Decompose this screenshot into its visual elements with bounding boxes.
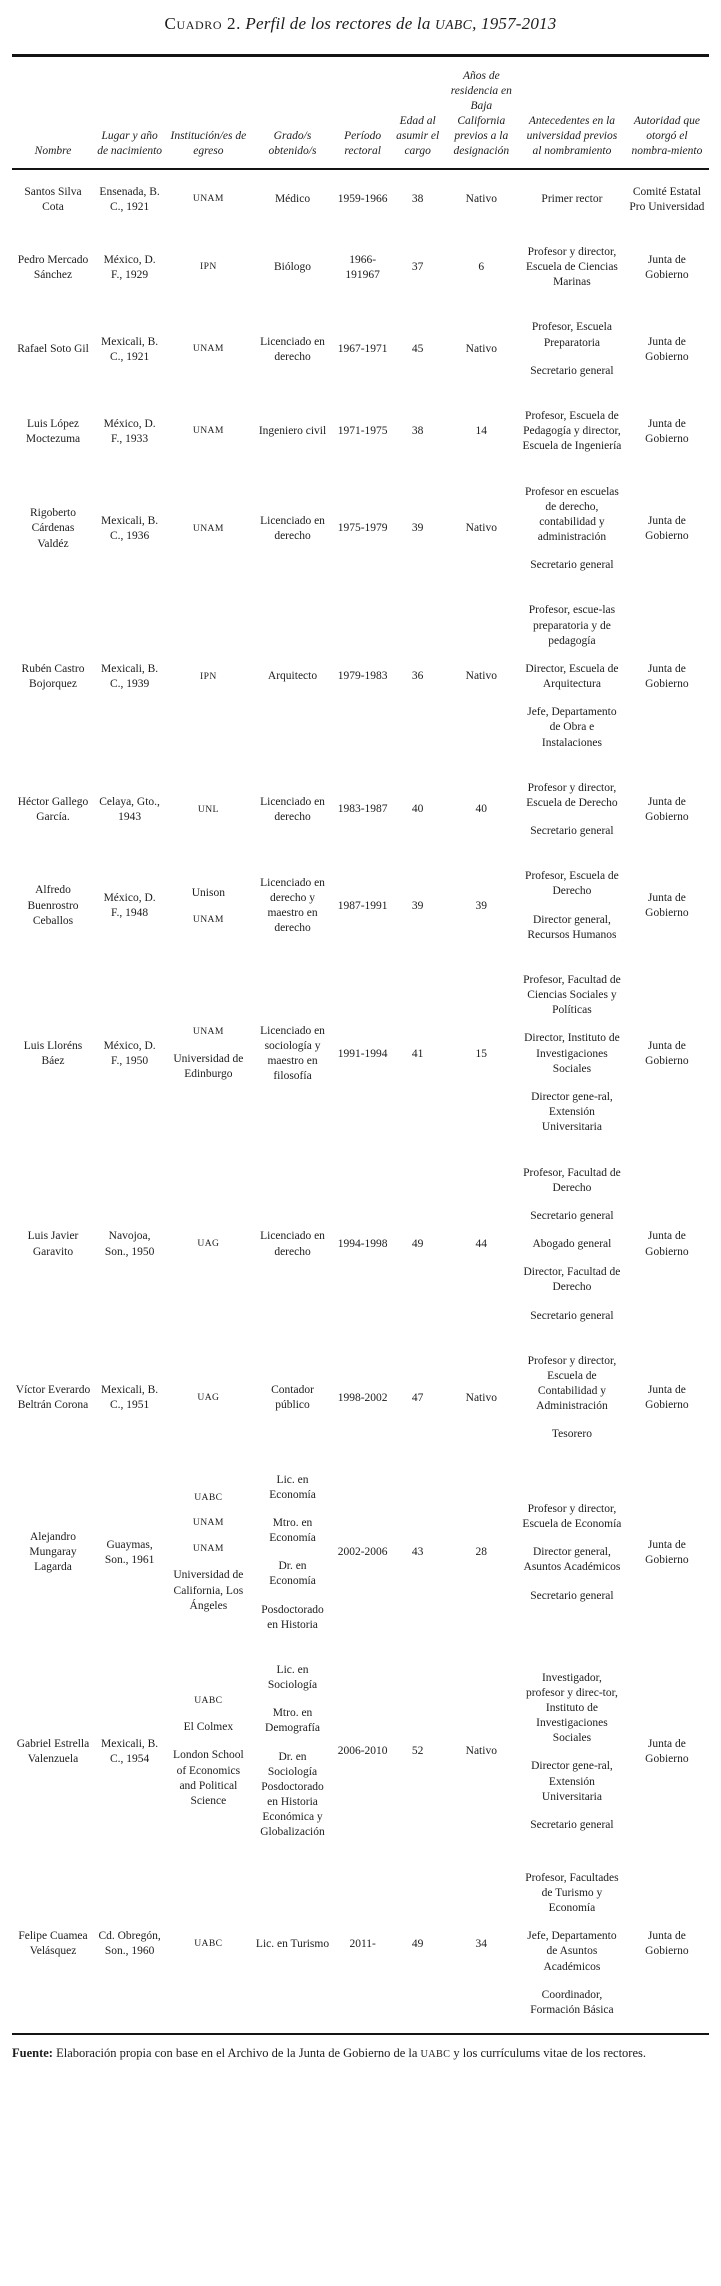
cell-residencia: Nativo [465, 193, 497, 206]
cell-item: Investigador, profesor y direc-tor, Instituto de Investigaciones Sociales [526, 1671, 618, 1745]
cell-antecedentes [519, 854, 625, 958]
table-row [12, 394, 709, 470]
cell-antecedentes [519, 305, 625, 394]
table-row [12, 854, 709, 958]
cell-item: IPN [200, 670, 217, 682]
cell-item: Jefe, Departamento de Obra e Instalaciones [527, 706, 617, 749]
cell-autoridad: Junta de Gobierno [645, 253, 689, 281]
cell-periodo: 1967-1971 [337, 343, 388, 356]
cell-grados [252, 766, 334, 855]
table-row [12, 766, 709, 855]
cell-nombre: Santos Silva Cota [24, 185, 82, 213]
cell-edad: 38 [411, 425, 424, 438]
table-row [12, 1458, 709, 1648]
cell-residencia: Nativo [465, 1745, 497, 1758]
source-text-1: Elaboración propia con base en el Archivo de la Junta de Gobierno de la [52, 2046, 421, 2061]
cell-periodo: 2011- [349, 1937, 376, 1950]
cell-lugar: Navojoa, Son., 1950 [104, 1230, 155, 1258]
cell-edad: 40 [411, 803, 424, 816]
cell-item: UAG [197, 1391, 220, 1403]
cell-edad: 39 [411, 522, 424, 535]
cell-item: Universidad de California, Los Ángeles [173, 1569, 244, 1612]
cell-instituciones [165, 1648, 251, 1856]
cell-antecedentes [519, 230, 625, 306]
source-text-2: y los currículums vitae de los rectores. [450, 2046, 647, 2061]
cell-antecedentes [519, 1648, 625, 1856]
cell-instituciones [165, 169, 251, 230]
cell-instituciones [165, 470, 251, 589]
cell-item: Profesor, Facultad de Derecho [523, 1166, 621, 1194]
cell-edad: 49 [411, 1238, 424, 1251]
cell-grados [252, 1458, 334, 1648]
cell-edad: 45 [411, 343, 424, 356]
cell-lugar: Ensenada, B. C., 1921 [99, 185, 160, 213]
col-header-instituciones: Institución/es de egreso [165, 56, 251, 169]
cell-residencia: Nativo [465, 343, 497, 356]
cell-item: Mtro. en Demografía [265, 1707, 320, 1735]
cell-item: Médico [274, 193, 311, 206]
cell-nombre: Víctor Everardo Beltrán Corona [15, 1383, 91, 1412]
col-header-antecedentes: Antecedentes en la universidad previos al nombramiento [519, 56, 625, 169]
cell-periodo: 1991-1994 [337, 1047, 388, 1060]
cell-periodo: 1983-1987 [337, 803, 388, 816]
cell-antecedentes [519, 958, 625, 1151]
cell-antecedentes [519, 394, 625, 470]
cell-periodo: 1971-1975 [337, 425, 388, 438]
cell-periodo: 1959-1966 [337, 193, 388, 206]
cell-autoridad: Junta de Gobierno [645, 1538, 689, 1566]
cell-item: Dr. en Sociología Posdoctorado en Historia Económica y Globalización [260, 1750, 325, 1839]
title-years: , 1957-2013 [472, 14, 557, 33]
table-row [12, 305, 709, 394]
cell-instituciones [165, 1856, 251, 2034]
table-row [12, 1339, 709, 1458]
cell-nombre: Alfredo Buenrostro Ceballos [27, 884, 79, 927]
cell-residencia: 15 [475, 1047, 488, 1060]
cell-lugar: Mexicali, B. C., 1951 [101, 1383, 159, 1412]
cell-antecedentes [519, 169, 625, 230]
cell-periodo: 2002-2006 [337, 1546, 388, 1559]
cell-item: Licenciado en derecho [260, 1230, 325, 1258]
rectores-table-body [12, 169, 709, 2034]
cell-item: Director gene-ral, Extensión Universitaria [531, 1760, 613, 1803]
cell-item: UNAM [192, 522, 224, 534]
cell-item: Profesor, escue-las preparatoria y de pedagogía [528, 604, 616, 647]
cell-item: Profesor, Facultad de Ciencias Sociales y Políticas [523, 973, 621, 1017]
cell-nombre: Felipe Cuamea Velásquez [18, 1930, 88, 1958]
cell-item: Profesor, Facultades de Turismo y Economía [525, 1871, 619, 1914]
cell-periodo: 2006-2010 [337, 1745, 388, 1758]
title-main: Perfil de los rectores de la [240, 14, 435, 33]
cell-item: Secretario general [530, 1818, 614, 1831]
cell-item: Profesor, Escuela de Derecho [525, 870, 619, 898]
cell-residencia: 39 [475, 899, 488, 912]
table-header [12, 56, 709, 169]
cell-item: London School of Economics and Political Science [173, 1749, 244, 1807]
header-row [12, 56, 709, 169]
col-header-grados: Grado/s obtenido/s [252, 56, 334, 169]
cell-edad: 39 [411, 899, 424, 912]
cell-grados [252, 854, 334, 958]
cell-residencia: 14 [475, 425, 488, 438]
cell-item: Coordinador, Formación Básica [530, 1988, 614, 2016]
cell-grados [252, 1151, 334, 1339]
cell-item: UNAM [192, 1542, 224, 1554]
cell-item: Unison [191, 886, 225, 899]
cell-item: UNAM [192, 425, 224, 437]
cell-item: Secretario general [530, 825, 614, 838]
cell-item: Profesor y director, Escuela de Economía [522, 1502, 622, 1530]
cell-nombre: Gabriel Estrella Valenzuela [16, 1737, 90, 1765]
cell-edad: 52 [411, 1745, 424, 1758]
cell-edad: 41 [411, 1047, 424, 1060]
cell-lugar: Cd. Obregón, Son., 1960 [98, 1930, 161, 1958]
cell-grados [252, 394, 334, 470]
cell-lugar: México, D. F., 1950 [103, 1040, 156, 1068]
cell-residencia: 34 [475, 1937, 488, 1950]
cell-edad: 43 [411, 1546, 424, 1559]
cell-item: UNAM [192, 193, 224, 205]
cell-nombre: Luis Javier Garavito [27, 1230, 79, 1258]
cell-grados [252, 958, 334, 1151]
cell-periodo: 1975-1979 [337, 522, 388, 535]
cell-item: UAG [197, 1238, 220, 1250]
cell-item: Contador público [271, 1383, 314, 1412]
cell-instituciones [165, 588, 251, 765]
cell-item: Lic. en Turismo [255, 1937, 330, 1950]
cell-grados [252, 230, 334, 306]
cell-nombre: Alejandro Mungaray Lagarda [29, 1530, 77, 1574]
col-header-periodo: Período rectoral [334, 56, 392, 169]
cell-lugar: México, D. F., 1929 [103, 253, 156, 281]
cell-item: El Colmex [183, 1721, 234, 1734]
cell-instituciones [165, 854, 251, 958]
cell-item: Secretario general [530, 1589, 614, 1602]
source-note [12, 2044, 709, 2063]
col-header-residencia: Años de residencia en Baja California previos a la designación [444, 56, 520, 169]
cell-item: Mtro. en Economía [269, 1516, 316, 1545]
cell-item: IPN [200, 261, 217, 273]
cell-lugar: México, D. F., 1948 [103, 891, 156, 920]
cell-residencia: Nativo [465, 670, 497, 683]
source-label: Fuente: [12, 2046, 53, 2061]
cell-item: Universidad de Edinburgo [173, 1052, 244, 1081]
cell-grados [252, 588, 334, 765]
table-row [12, 588, 709, 765]
cell-item: Primer rector [541, 193, 603, 206]
cell-autoridad: Junta de Gobierno [645, 514, 689, 542]
cell-antecedentes [519, 470, 625, 589]
cell-instituciones [165, 394, 251, 470]
cell-nombre: Rigoberto Cárdenas Valdéz [30, 507, 76, 550]
cell-residencia: Nativo [465, 1391, 497, 1404]
cell-nombre: Rafael Soto Gil [17, 343, 89, 356]
cell-edad: 38 [411, 193, 424, 206]
cell-grados [252, 1648, 334, 1856]
cell-item: Abogado general [532, 1238, 612, 1251]
col-header-autoridad: Autoridad que otorgó el nombra-miento [625, 56, 709, 169]
cell-lugar: México, D. F., 1933 [103, 417, 156, 445]
cell-instituciones [165, 958, 251, 1151]
cell-item: Jefe, Departamento de Asuntos Académicos [527, 1930, 617, 1973]
cell-periodo: 1966-191967 [345, 253, 380, 281]
rectores-table [12, 54, 709, 2035]
col-header-lugar: Lugar y año de nacimiento [94, 56, 165, 169]
table-row [12, 1856, 709, 2034]
cell-nombre: Héctor Gallego García. [17, 795, 89, 823]
cell-instituciones [165, 1339, 251, 1458]
cell-item: Posdoctorado en Historia [261, 1603, 324, 1631]
cell-autoridad: Junta de Gobierno [645, 891, 689, 920]
cell-periodo: 1979-1983 [337, 670, 388, 683]
cell-nombre: Rubén Castro Bojorquez [21, 662, 85, 691]
cell-item: Licenciado en sociología y maestro en filosofía [260, 1024, 325, 1083]
table-row [12, 1151, 709, 1339]
title-acronym: UABC [435, 17, 473, 32]
cell-autoridad: Junta de Gobierno [645, 1230, 689, 1258]
cell-residencia: 44 [475, 1238, 488, 1251]
cell-lugar: Mexicali, B. C., 1954 [101, 1737, 159, 1765]
cell-grados [252, 305, 334, 394]
cell-residencia: 28 [475, 1546, 488, 1559]
cell-item: Lic. en Sociología [267, 1663, 318, 1692]
cell-item: Director general, Recursos Humanos [527, 913, 617, 941]
col-header-nombre: Nombre [12, 56, 94, 169]
cell-item: Profesor en escuelas de derecho, contabilidad y administración [524, 485, 619, 544]
cell-antecedentes [519, 588, 625, 765]
cell-edad: 47 [411, 1391, 424, 1404]
cell-item: Licenciado en derecho [260, 795, 325, 823]
cell-item: Profesor y director, Escuela de Derecho [526, 781, 618, 809]
cell-autoridad: Junta de Gobierno [645, 335, 689, 363]
cell-item: Profesor y director, Escuela de Ciencias Marinas [525, 245, 618, 289]
cell-lugar: Mexicali, B. C., 1939 [101, 662, 159, 691]
cell-item: Arquitecto [267, 670, 318, 683]
cell-autoridad: Junta de Gobierno [645, 1040, 689, 1068]
cell-residencia: Nativo [465, 522, 497, 535]
cell-instituciones [165, 766, 251, 855]
cell-item: Profesor, Escuela Preparatoria [531, 321, 612, 349]
cell-lugar: Guaymas, Son., 1961 [104, 1538, 155, 1566]
cell-item: Director gene-ral, Extensión Universitaria [531, 1090, 613, 1134]
cell-antecedentes [519, 1458, 625, 1648]
cell-edad: 49 [411, 1937, 424, 1950]
cell-lugar: Celaya, Gto., 1943 [99, 795, 160, 823]
col-header-edad: Edad al asumir el cargo [392, 56, 444, 169]
page-title [12, 14, 709, 34]
table-row [12, 1648, 709, 1856]
cell-periodo: 1987-1991 [337, 899, 388, 912]
cell-antecedentes [519, 1151, 625, 1339]
source-acronym: UABC [420, 2049, 451, 2061]
cell-periodo: 1998-2002 [337, 1391, 388, 1404]
cell-item: Licenciado en derecho y maestro en derecho [260, 876, 325, 935]
cell-autoridad: Junta de Gobierno [645, 1930, 689, 1958]
cell-item: Director, Facultad de Derecho [523, 1266, 621, 1294]
cell-item: UABC [194, 1694, 223, 1706]
cell-lugar: Mexicali, B. C., 1936 [101, 514, 159, 542]
cell-item: Secretario general [530, 1309, 614, 1322]
cell-grados [252, 1339, 334, 1458]
cell-autoridad: Junta de Gobierno [645, 1737, 689, 1765]
cell-grados [252, 1856, 334, 2034]
cell-instituciones [165, 1151, 251, 1339]
cell-edad: 37 [411, 261, 424, 274]
cell-instituciones [165, 230, 251, 306]
cell-item: UNAM [192, 1026, 224, 1038]
cell-item: Profesor y director, Escuela de Contabilidad y Administración [527, 1354, 617, 1413]
cell-item: UABC [194, 1491, 223, 1503]
cell-item: Secretario general [530, 1209, 614, 1222]
cell-grados [252, 470, 334, 589]
cell-item: Lic. en Economía [269, 1473, 316, 1501]
cell-nombre: Luis Lloréns Báez [23, 1040, 83, 1068]
cell-item: UNL [197, 803, 219, 815]
table-row [12, 169, 709, 230]
table-row [12, 230, 709, 306]
cell-item: Director, Escuela de Arquitectura [525, 662, 619, 691]
cell-item: Licenciado en derecho [260, 514, 325, 542]
cell-item: Director general, Asuntos Académicos [523, 1546, 621, 1574]
cell-antecedentes [519, 1856, 625, 2034]
cell-nombre: Pedro Mercado Sánchez [17, 253, 89, 281]
cell-item: Ingeniero civil [258, 425, 327, 438]
cell-autoridad: Junta de Gobierno [645, 795, 689, 823]
cell-item: Secretario general [530, 559, 614, 572]
cell-residencia: 6 [478, 261, 485, 274]
cell-instituciones [165, 1458, 251, 1648]
cell-item: UABC [194, 1938, 223, 1950]
cell-instituciones [165, 305, 251, 394]
cell-autoridad: Junta de Gobierno [645, 417, 689, 445]
table-row [12, 470, 709, 589]
cell-edad: 36 [411, 670, 424, 683]
cell-item: Director, Instituto de Investigaciones Sociales [524, 1032, 620, 1075]
cell-item: Tesorero [551, 1428, 592, 1441]
cell-antecedentes [519, 1339, 625, 1458]
cell-item: Secretario general [530, 364, 614, 377]
table-row [12, 958, 709, 1151]
cell-item: Licenciado en derecho [260, 335, 325, 363]
title-label: Cuadro 2. [164, 14, 241, 33]
cell-item: Biólogo [273, 261, 312, 274]
cell-autoridad: Junta de Gobierno [645, 1383, 689, 1412]
cell-nombre: Luis López Moctezuma [25, 417, 81, 445]
cell-item: UNAM [192, 1517, 224, 1529]
cell-item: UNAM [192, 913, 224, 925]
cell-periodo: 1994-1998 [337, 1238, 388, 1251]
cell-residencia: 40 [475, 803, 488, 816]
cell-grados [252, 169, 334, 230]
cell-lugar: Mexicali, B. C., 1921 [101, 335, 159, 363]
cell-item: UNAM [192, 343, 224, 355]
cell-antecedentes [519, 766, 625, 855]
cell-item: Dr. en Economía [269, 1560, 316, 1588]
cell-autoridad: Comité Estatal Pro Universidad [629, 185, 705, 213]
cell-item: Profesor, Escuela de Pedagogía y director, Escuela de Ingeniería [522, 410, 622, 453]
cell-autoridad: Junta de Gobierno [645, 662, 689, 691]
